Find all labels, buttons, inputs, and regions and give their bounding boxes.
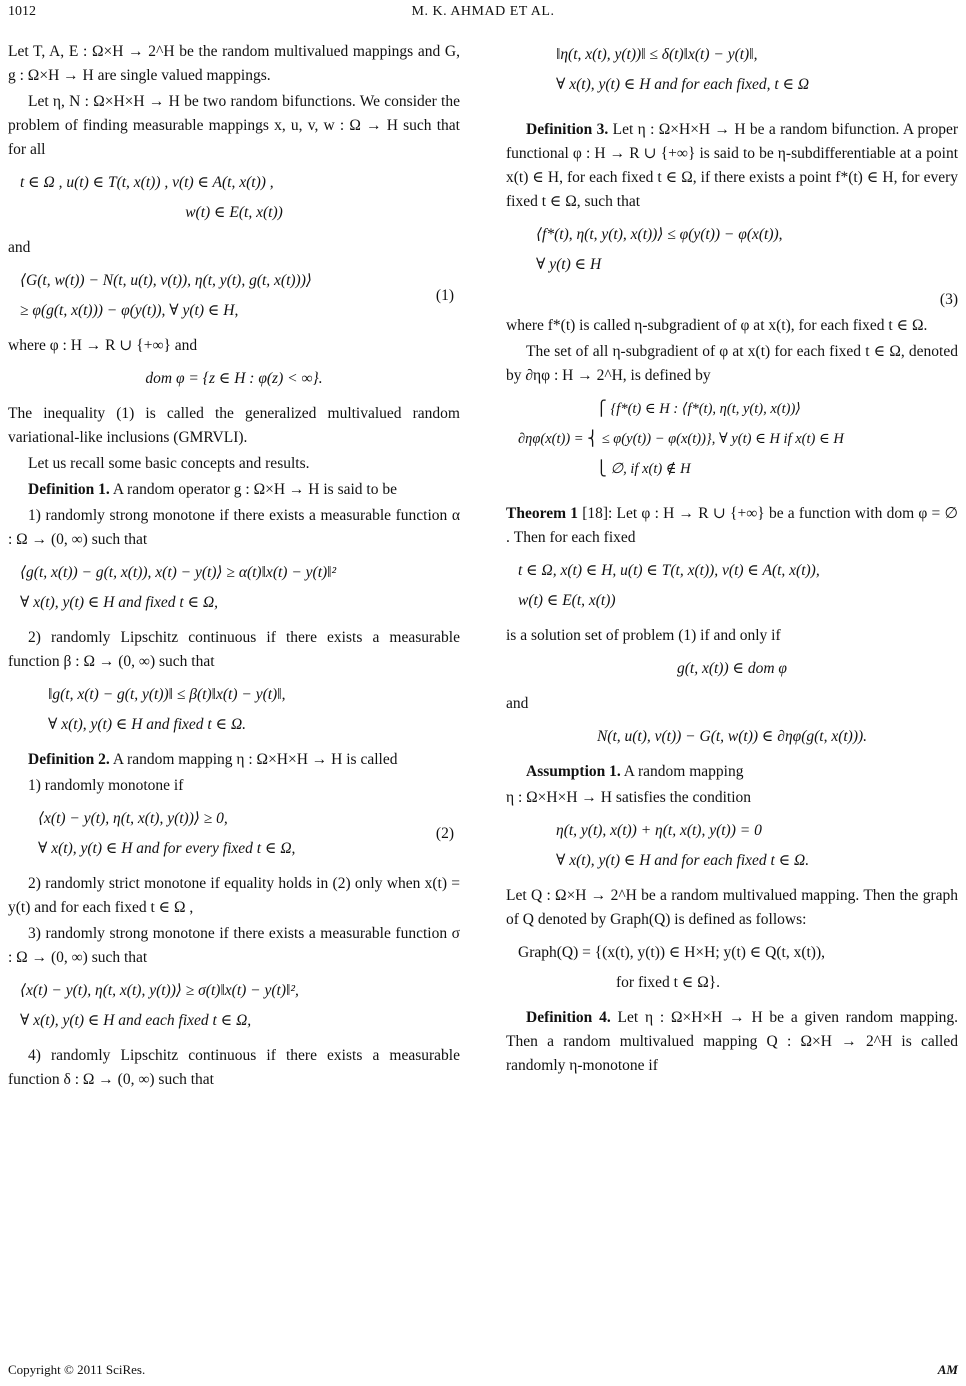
definition-2 <box>8 748 460 772</box>
equation-line: ⟨G(t, w(t)) − N(t, u(t), v(t)), η(t, y(t), g(t, x(t)))⟩ <box>20 272 312 289</box>
equation-line: ⟨g(t, x(t)) − g(t, x(t)), x(t) − y(t)⟩ ≥ α(t)‖x(t) − y(t)‖² <box>20 564 337 581</box>
equation-line: ∀ y(t) ∈ H <box>536 256 602 273</box>
definition-text: A random operator g : Ω×H → H is said to be <box>109 481 397 498</box>
equation-block <box>8 558 460 618</box>
equation-line: ∀ x(t), y(t) ∈ H and for every fixed t ∈ Ω, <box>38 840 296 857</box>
equation-block <box>506 556 958 616</box>
assumption-text: A random mapping <box>620 763 744 780</box>
equation-block <box>8 976 460 1036</box>
paragraph: 4) randomly Lipschitz continuous if there exists a measurable function δ : Ω → (0, ∞) such that <box>8 1047 460 1088</box>
equation-1 <box>8 266 460 326</box>
equation-line: ⎩ ∅, if x(t) ∉ H <box>596 461 691 477</box>
paragraph: 2) randomly Lipschitz continuous if there exists a measurable function β : Ω → (0, ∞) such that <box>8 629 460 670</box>
equation-block <box>506 816 958 876</box>
equation-line: ∀ x(t), y(t) ∈ H and for each fixed, t ∈ Ω <box>556 76 810 93</box>
equation-line: Graph(Q) = {(x(t), y(t)) ∈ H×H; y(t) ∈ Q(t, x(t)), <box>518 944 825 961</box>
definition-3 <box>506 118 958 214</box>
equation-block <box>506 722 958 752</box>
page-number: 1012 <box>8 4 36 19</box>
paragraph: 1) randomly strong monotone if there exists a measurable function α : Ω → (0, ∞) such that <box>8 507 460 548</box>
equation-line: ⟨x(t) − y(t), η(t, x(t), y(t))⟩ ≥ 0, <box>38 810 228 827</box>
paragraph: The inequality (1) is called the generalized multivalued random variational-like inclusions (GMRVLI). <box>8 405 460 446</box>
theorem-text: [18]: Let φ : H → R ∪ {+∞} be a function with dom φ = ∅ . Then for each fixed <box>506 505 958 546</box>
equation-line: t ∈ Ω, x(t) ∈ H, u(t) ∈ T(t, x(t)), v(t) ∈ A(t, x(t)), <box>518 562 820 579</box>
definition-text: Let η : Ω×H×H → H be a given random mapping. Then a random multivalued mapping Q : Ω×H → 2^H is called randomly η-monotone if <box>506 1009 959 1074</box>
journal-abbrev: AM <box>937 1362 958 1377</box>
definition-heading: Definition 3. <box>526 121 609 138</box>
paragraph: Let Q : Ω×H → 2^H be a random multivalued mapping. Then the graph of Q denoted by Graph(Q) is defined as follows: <box>506 887 958 928</box>
equation-line: w(t) ∈ E(t, x(t)) <box>185 204 283 221</box>
equation-line: ∀ x(t), y(t) ∈ H and for each fixed t ∈ Ω. <box>556 852 810 869</box>
theorem-1 <box>506 502 958 550</box>
equation-2 <box>8 804 460 864</box>
page-footer <box>8 1362 958 1378</box>
definition-heading: Definition 4. <box>526 1009 611 1026</box>
equation-block <box>8 680 460 740</box>
equation-block <box>8 364 460 394</box>
equation-line: for fixed t ∈ Ω}. <box>616 974 721 991</box>
page-header <box>0 0 966 26</box>
definition-heading: Definition 2. <box>28 751 110 768</box>
equation-block <box>506 40 958 100</box>
equation-block <box>8 168 460 228</box>
right-column <box>506 40 958 1080</box>
equation-block <box>506 654 958 684</box>
equation-number: (3) <box>939 291 958 308</box>
equation-number: (1) <box>435 287 454 304</box>
paragraph: where φ : H → R ∪ {+∞} and <box>8 337 198 354</box>
equation-line: ∀ x(t), y(t) ∈ H and fixed t ∈ Ω. <box>48 716 247 733</box>
paragraph: 2) randomly strict monotone if equality holds in (2) only when x(t) = y(t) and for each fixed t ∈ Ω , <box>8 875 460 916</box>
equation-line: t ∈ Ω , u(t) ∈ T(t, x(t)) , v(t) ∈ A(t, x(t)) , <box>20 174 274 191</box>
equation-line: g(t, x(t)) ∈ dom φ <box>676 660 787 677</box>
equation-line: N(t, u(t), v(t)) − G(t, w(t)) ∈ ∂ηφ(g(t, x(t))). <box>596 728 868 745</box>
subdifferential-definition <box>506 394 958 484</box>
left-column <box>8 40 460 1094</box>
paragraph: 1) randomly monotone if <box>28 777 184 794</box>
definition-1 <box>8 478 460 502</box>
equation-block <box>506 938 958 998</box>
equation-line: ≥ φ(g(t, x(t))) − φ(y(t)), ∀ y(t) ∈ H, <box>20 302 239 319</box>
equation-line: ‖η(t, x(t), y(t))‖ ≤ δ(t)‖x(t) − y(t)‖, <box>556 46 758 63</box>
paragraph: and <box>8 239 31 256</box>
equation-line: η(t, y(t), x(t)) + η(t, x(t), y(t)) = 0 <box>556 822 762 839</box>
paragraph: Let us recall some basic concepts and results. <box>28 455 310 472</box>
theorem-heading: Theorem 1 <box>506 505 578 522</box>
equation-line: ⟨x(t) − y(t), η(t, x(t), y(t))⟩ ≥ σ(t)‖x(t) − y(t)‖², <box>20 982 299 999</box>
equation-line: ∂ηφ(x(t)) = ⎨ ≤ φ(y(t)) − φ(x(t))}, ∀ y(t) ∈ H if x(t) ∈ H <box>518 431 844 447</box>
definition-4 <box>506 1006 958 1078</box>
equation-line: w(t) ∈ E(t, x(t)) <box>518 592 616 609</box>
paragraph: and <box>506 695 529 712</box>
paragraph: 3) randomly strong monotone if there exists a measurable function σ : Ω → (0, ∞) such that <box>8 925 460 966</box>
assumption-1 <box>506 760 958 784</box>
equation-number: (2) <box>435 825 454 842</box>
equation-line: ‖g(t, x(t) − g(t, y(t))‖ ≤ β(t)‖x(t) − y(t)‖, <box>48 686 286 703</box>
equation-line: dom φ = {z ∈ H : φ(z) < ∞}. <box>145 370 323 387</box>
running-title: M. K. AHMAD ET AL. <box>411 4 555 19</box>
equation-3 <box>506 220 958 280</box>
definition-heading: Definition 1. <box>28 481 110 498</box>
equation-line: ⟨f*(t), η(t, y(t), x(t))⟩ ≤ φ(y(t)) − φ(x(t)), <box>536 226 783 243</box>
paragraph: η : Ω×H×H → H satisfies the condition <box>506 789 752 806</box>
assumption-heading: Assumption 1. <box>526 763 621 780</box>
definition-text: A random mapping η : Ω×H×H → H is called <box>109 751 398 768</box>
equation-line: ∀ x(t), y(t) ∈ H and fixed t ∈ Ω, <box>20 594 219 611</box>
paragraph: The set of all η-subgradient of φ at x(t) for each fixed t ∈ Ω, denoted by ∂ηφ : H → 2^H, is defined by <box>506 343 958 384</box>
paragraph: Let η, N : Ω×H×H → H be two random bifunctions. We consider the problem of finding measurable mappings x, u, v, w : Ω → H such that for all <box>8 93 460 158</box>
paragraph: where f*(t) is called η-subgradient of φ at x(t), for each fixed t ∈ Ω. <box>506 317 928 334</box>
equation-line: ⎧ {f*(t) ∈ H : ⟨f*(t), η(t, y(t), x(t))⟩ <box>596 401 801 417</box>
definition-text: Let η : Ω×H×H → H be a random bifunction. A proper functional φ : H → R ∪ {+∞} is said to be η-subdifferentiable at a point x(t) ∈ H, for each fixed t ∈ Ω, if there exists a point f*(t) ∈ H, for every fixed t ∈ Ω, such that <box>506 121 958 210</box>
equation-line: ∀ x(t), y(t) ∈ H and each fixed t ∈ Ω, <box>20 1012 252 1029</box>
copyright-notice: Copyright © 2011 SciRes. <box>8 1362 146 1377</box>
paragraph: Let T, A, E : Ω×H → 2^H be the random multivalued mappings and G, g : Ω×H → H are single valued mappings. <box>8 43 460 84</box>
paragraph: is a solution set of problem (1) if and only if <box>506 627 781 644</box>
